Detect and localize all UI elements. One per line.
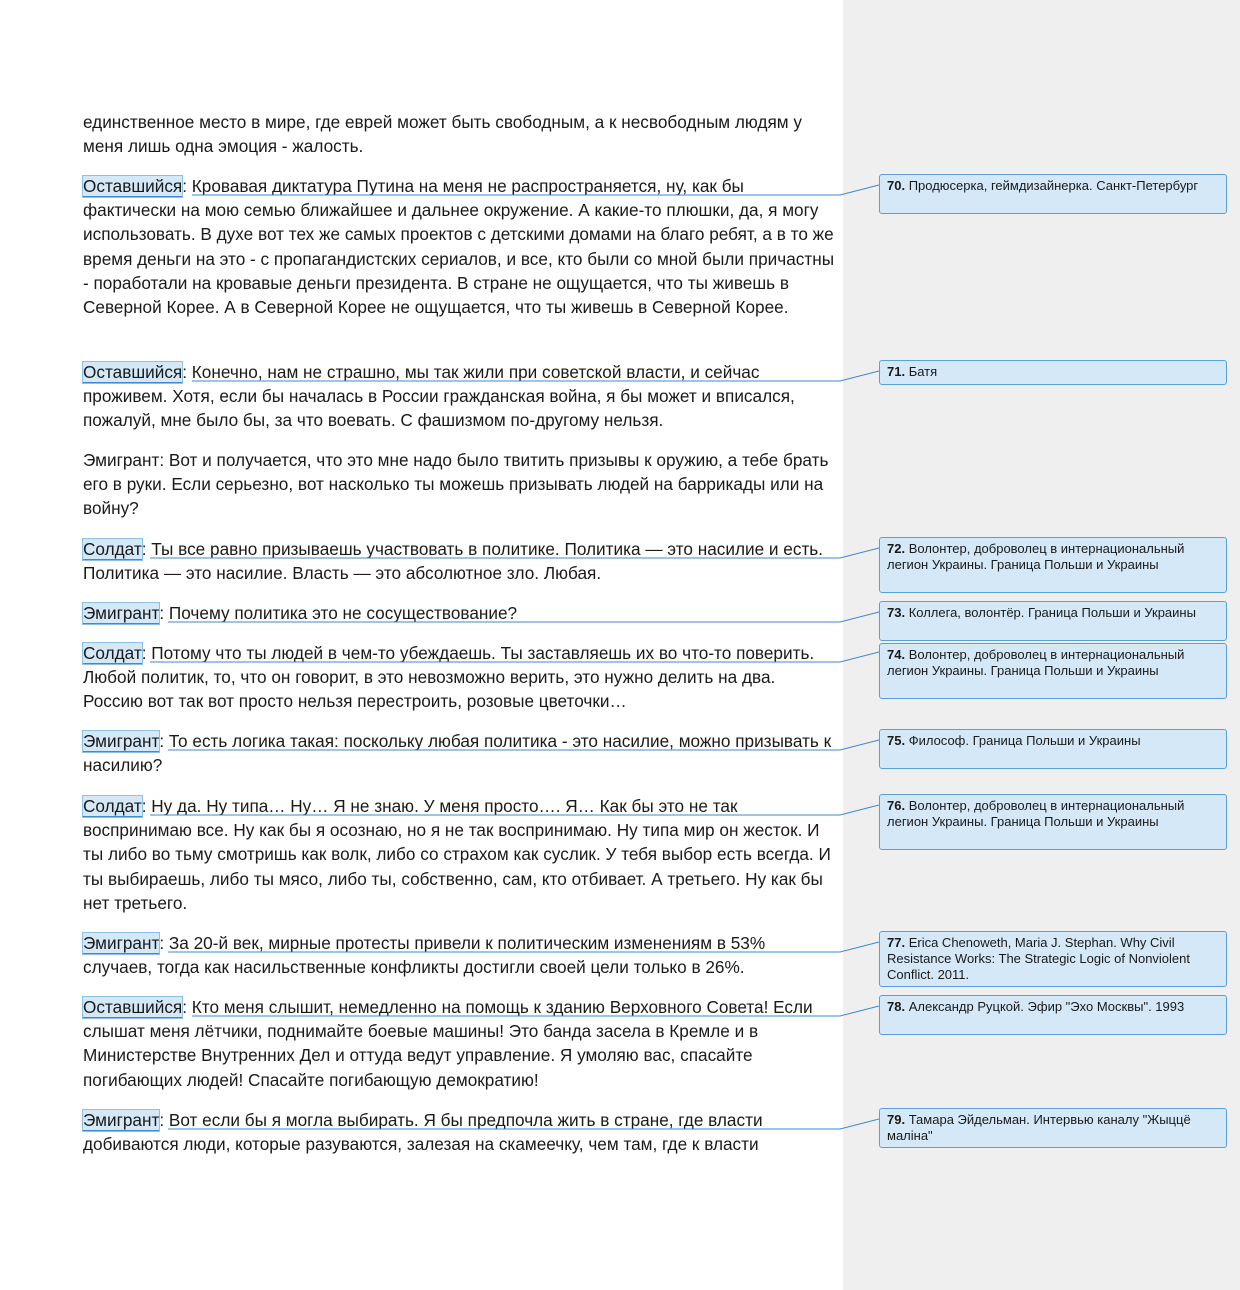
comment-box[interactable]: [879, 537, 1227, 593]
paragraph: Эмигрант: Вот и получается, что это мне надо было твитить призывы к оружию, а тебе брать его в руки. Если серьезно, вот насколько ты можешь призывать людей на баррикады или на войну?: [83, 450, 829, 519]
comment-number: 76.: [887, 798, 906, 813]
paragraph: Солдат: Потому что ты людей в чем-то убеждаешь. Ты заставляешь их во что-то поверить. Любой политик, то, что он говорит, в это невозможно верить, это нужно делить на два. Россию вот так вот просто нельзя перестроить, розовые цветочки…: [83, 643, 815, 712]
comment-text: Продюсерка, геймдизайнерка. Санкт-Петербург: [908, 178, 1199, 193]
comment-text: Философ. Граница Польши и Украины: [908, 733, 1141, 748]
comment-box[interactable]: [879, 174, 1227, 214]
comment-anchor[interactable]: Эмигрант: [83, 603, 160, 623]
paragraph: Оставшийся: Кровавая диктатура Путина на меня не распространяется, ну, как бы фактически на мою семью ближайшее и дальнее окружение. А какие-то плюшки, да, я могу использовать. В духе вот тех же самых проектов с детскими домами на благо ребят, а в то же время деньги на это - с пропагандистских сериалов, и все, кто были со мной были причастны - поработали на кровавые деньги президента. В стране не ощущается, что ты живешь в Северной Корее. А в Северной Корее не ощущается, что ты живешь в Северной Корее.: [83, 176, 835, 318]
comment-anchor[interactable]: Солдат: [83, 539, 142, 559]
paragraph: Эмигрант: За 20-й век, мирные протесты привели к политическим изменениям в 53% случаев, тогда как насильственные конфликты достигли своей цели только в 26%.: [83, 933, 766, 978]
comment-number: 79.: [887, 1112, 906, 1127]
comment-anchor[interactable]: Оставшийся: [83, 362, 183, 382]
comment-text: Erica Chenoweth, Maria J. Stephan. Why Civil Resistance Works: The Strategic Logic of Nonviolent Conflict. 2011.: [887, 935, 1190, 983]
comment-number: 75.: [887, 733, 906, 748]
comment-number: 77.: [887, 935, 906, 950]
comment-text: Батя: [908, 364, 938, 379]
comment-text: Тамара Эйдельман. Интервью каналу "Жыццё маліна": [887, 1112, 1191, 1144]
comment-anchor[interactable]: Эмигрант: [83, 933, 160, 953]
comment-text: Волонтер, доброволец в интернациональный легион Украины. Граница Польши и Украины: [887, 798, 1185, 830]
paragraph: Эмигрант: То есть логика такая: поскольку любая политика - это насилие, можно призывать к насилию?: [83, 731, 832, 776]
comment-text: Волонтер, доброволец в интернациональный легион Украины. Граница Польши и Украины: [887, 647, 1185, 679]
comment-number: 74.: [887, 647, 906, 662]
paragraph: Солдат: Ну да. Ну типа… Ну… Я не знаю. У меня просто…. Я… Как бы это не так воспринимаю все. Ну как бы я осознаю, но я не так воспринимаю. Ну типа мир он жесток. И ты либо во тьму смотришь как волк, либо со страхом как суслик. У тебя выбор есть всегда. И ты выбираешь, либо ты мясо, либо ты, собственно, сам, кто отбивает. А третьего. Ну как бы нет третьего.: [83, 796, 831, 913]
comment-box[interactable]: [879, 729, 1227, 769]
paragraph: Солдат: Ты все равно призываешь участвовать в политике. Политика — это насилие и есть. Политика — это насилие. Власть — это абсолютное зло. Любая.: [83, 539, 824, 584]
paragraph: Эмигрант: Вот если бы я могла выбирать. Я бы предпочла жить в стране, где власти добиваются люди, которые разуваются, залезая на скамеечку, чем там, где к власти: [83, 1110, 763, 1155]
comment-anchor[interactable]: Солдат: [83, 643, 142, 663]
comment-anchor[interactable]: Солдат: [83, 796, 142, 816]
paragraph: единственное место в мире, где еврей может быть свободным, а к несвободным людям у меня лишь одна эмоция - жалость.: [83, 112, 802, 157]
paragraph: Оставшийся: Конечно, нам не страшно, мы так жили при советской власти, и сейчас проживем. Хотя, если бы началась в России гражданская война, я бы может и вписался, пожалуй, мне было бы, за что воевать. С фашизмом по-другому нельзя.: [83, 362, 795, 431]
comment-number: 78.: [887, 999, 906, 1014]
paragraph: Эмигрант: Почему политика это не сосуществование?: [83, 603, 518, 623]
comment-box[interactable]: [879, 601, 1227, 641]
paragraph: Оставшийся: Кто меня слышит, немедленно на помощь к зданию Верховного Совета! Если слышат меня лётчики, поднимайте боевые машины! Это банда засела в Кремле и в Министерстве Внутренних Дел и оттуда ведут управление. Я умоляю вас, спасайте погибающих людей! Спасайте погибающую демократию!: [83, 997, 813, 1090]
comment-box[interactable]: [879, 995, 1227, 1035]
comment-anchor[interactable]: Оставшийся: [83, 997, 183, 1017]
comment-box[interactable]: [879, 794, 1227, 850]
comment-box[interactable]: [879, 931, 1227, 987]
comment-box[interactable]: [879, 360, 1227, 385]
comment-number: 73.: [887, 605, 906, 620]
comment-number: 70.: [887, 178, 906, 193]
comment-anchor[interactable]: Оставшийся: [83, 176, 183, 196]
comment-text: Коллега, волонтёр. Граница Польши и Украины: [908, 605, 1196, 620]
comment-text: Александр Руцкой. Эфир "Эхо Москвы". 1993: [908, 999, 1185, 1014]
comment-box[interactable]: [879, 1108, 1227, 1148]
comment-text: Волонтер, доброволец в интернациональный легион Украины. Граница Польши и Украины: [887, 541, 1185, 573]
comment-number: 71.: [887, 364, 906, 379]
comment-anchor[interactable]: Эмигрант: [83, 731, 160, 751]
comment-box[interactable]: [879, 643, 1227, 699]
comment-anchor[interactable]: Эмигрант: [83, 1110, 160, 1130]
comment-number: 72.: [887, 541, 906, 556]
